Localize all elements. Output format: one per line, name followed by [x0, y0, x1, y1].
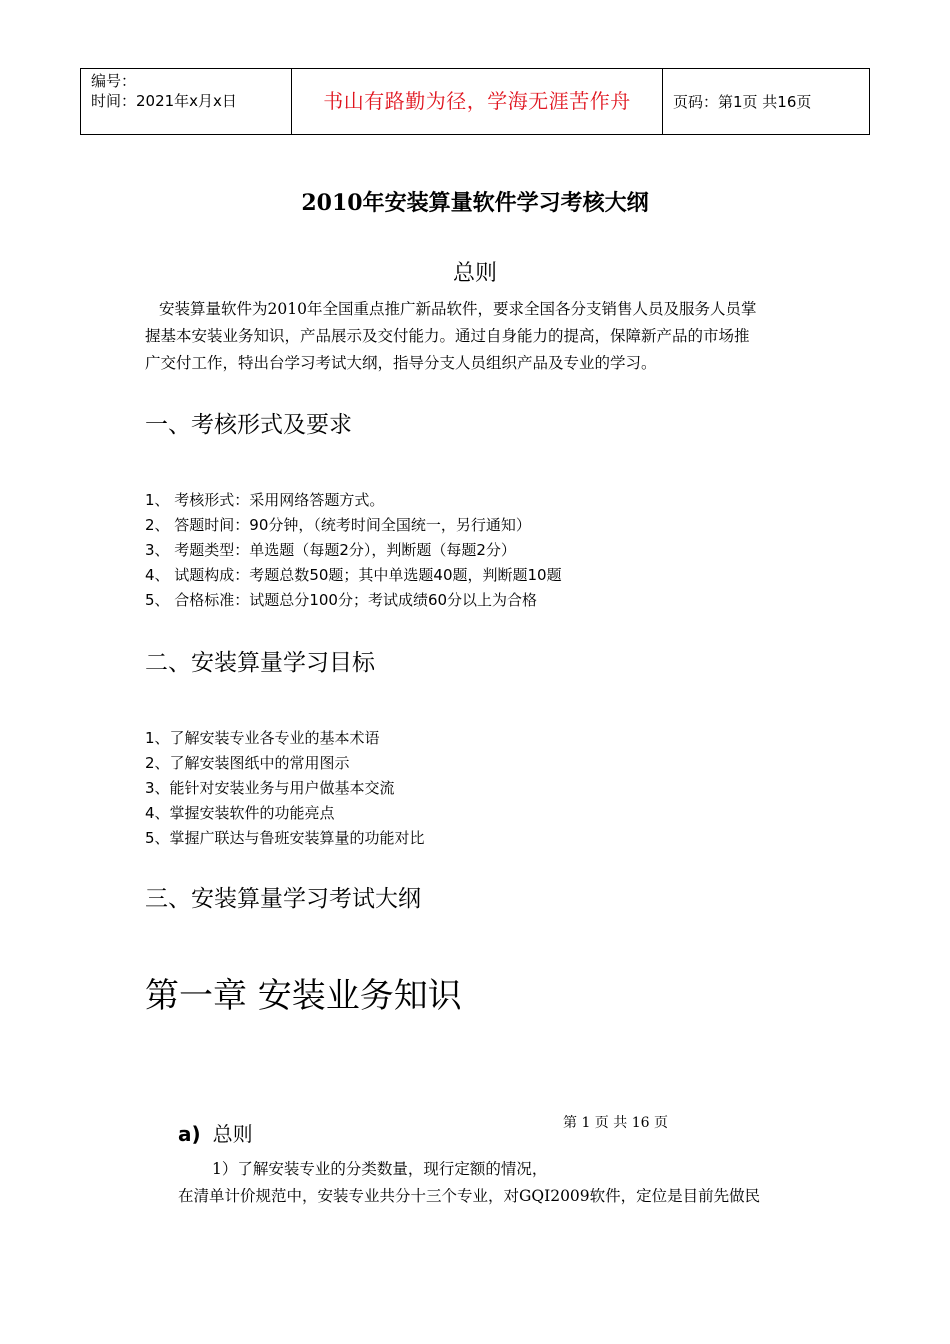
list-item: 2、了解安装图纸中的常用图示	[145, 754, 350, 772]
section1-list	[145, 488, 562, 613]
section3-heading: 三、安装算量学习考试大纲	[145, 886, 421, 912]
list-item: 2、 答题时间：90分钟，（统考时间全国统一，另行通知）	[145, 516, 531, 534]
body-text	[178, 1156, 818, 1210]
list-item: 1、 考核形式：采用网络答题方式。	[145, 491, 385, 509]
document-subtitle: 总则	[452, 261, 497, 286]
section2-heading: 二、安装算量学习目标	[145, 650, 375, 676]
chapter-heading: 第一章 安装业务知识	[145, 976, 462, 1016]
subsection-heading: 总则	[212, 1122, 253, 1146]
list-item: 3、 考题类型：单选题（每题2分），判断题（每题2分）	[145, 541, 516, 559]
header-page-cell	[663, 69, 870, 135]
list-item: 5、 合格标准：试题总分100分；考试成绩60分以上为合格	[145, 591, 538, 609]
list-item: 4、 试题构成：考题总数50题；其中单选题40题，判断题10题	[145, 566, 562, 584]
intro-line: 广交付工作，特出台学习考试大纲，指导分支人员组织产品及专业的学习。	[145, 354, 657, 372]
subsection-a	[178, 1118, 253, 1147]
header-info-cell	[81, 69, 292, 135]
section1-heading: 一、考核形式及要求	[145, 412, 352, 438]
body-line: 在清单计价规范中，安装专业共分十三个专业，对GQI2009软件，定位是目前先做民	[178, 1187, 761, 1205]
header-table	[80, 68, 870, 135]
body-line: 1）了解安装专业的分类数量，现行定额的情况，	[212, 1160, 548, 1178]
list-item: 4、掌握安装软件的功能亮点	[145, 804, 335, 822]
document-title: 2010年安装算量软件学习考核大纲	[301, 190, 649, 216]
intro-paragraph	[145, 296, 810, 377]
section2-list	[145, 726, 425, 851]
motto-text: 书山有路勤为径，学海无涯苦作舟	[323, 88, 631, 113]
header-motto-cell	[292, 69, 663, 135]
intro-line: 安装算量软件为2010年全国重点推广新品软件，要求全国各分支销售人员及服务人员掌	[159, 300, 757, 318]
intro-line: 握基本安装业务知识，产品展示及交付能力。通过自身能力的提高，保障新产品的市场推	[145, 327, 750, 345]
number-label: 编号：	[91, 72, 137, 90]
list-item: 5、掌握广联达与鲁班安装算量的功能对比	[145, 829, 425, 847]
page-number-footer: 第 1 页 共 16 页	[563, 1115, 668, 1131]
list-item: 3、能针对安装业务与用户做基本交流	[145, 779, 395, 797]
list-item: 1、了解安装专业各专业的基本术语	[145, 729, 380, 747]
subsection-marker: a)	[178, 1122, 201, 1146]
date-label: 时间：2021年x月x日	[91, 92, 237, 110]
page-label: 页码：第1页 共16页	[673, 92, 812, 111]
